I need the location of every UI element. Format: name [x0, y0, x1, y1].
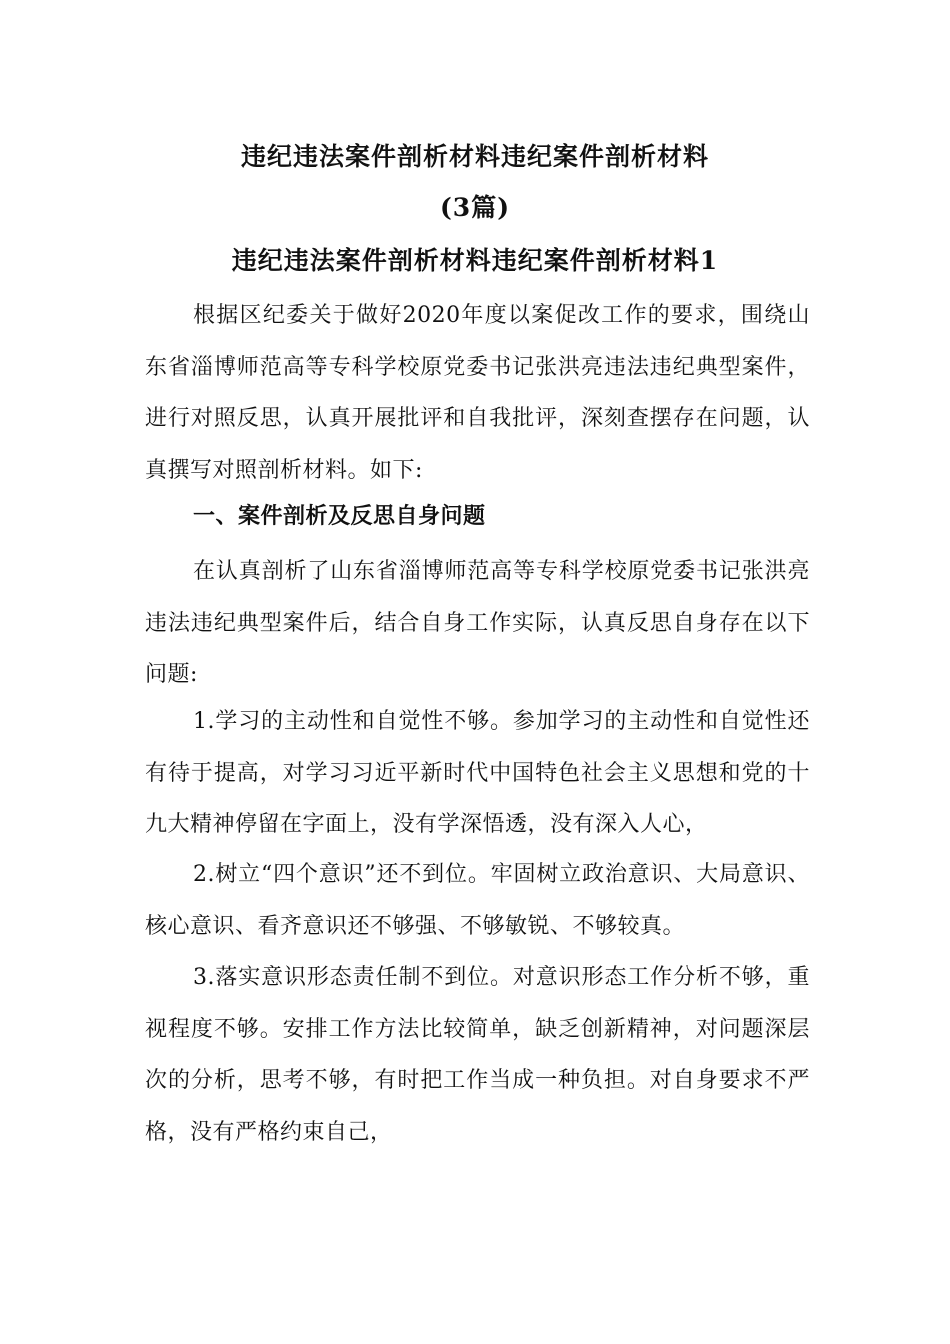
section-heading: 一、案件剖析及反思自身问题 [193, 503, 486, 529]
document-title-count: (3篇) [439, 193, 511, 222]
issue-paragraph-1: 1.学习的主动性和自觉性不够。参加学习的主动性和自觉性还有待于提高，对学习习近平新时代中国特色社会主义思想和党的十九大精神停留在字面上，没有学深悟透，没有深入人心， [145, 709, 810, 837]
analysis-paragraph: 在认真剖析了山东省淄博师范高等专科学校原党委书记张洪亮违法违纪典型案件后，结合自身工作实际，认真反思自身存在以下问题: [145, 559, 810, 687]
document-subtitle: 违纪违法案件剖析材料违纪案件剖析材料1 [231, 246, 719, 275]
document-title: 违纪违法案件剖析材料违纪案件剖析材料 [240, 142, 709, 171]
issue-paragraph-2: 2.树立“四个意识”还不到位。牢固树立政治意识、大局意识、核心意识、看齐意识还不够强、不够敏锐、不够较真。 [145, 862, 810, 939]
issue-paragraph-3: 3.落实意识形态责任制不到位。对意识形态工作分析不够，重视程度不够。安排工作方法比较简单，缺乏创新精神，对问题深层次的分析，思考不够，有时把工作当成一种负担。对自身要求不严格，没有严格约束自己， [145, 965, 810, 1145]
intro-paragraph: 根据区纪委关于做好2020年度以案促改工作的要求，围绕山东省淄博师范高等专科学校原党委书记张洪亮违法违纪典型案件，进行对照反思，认真开展批评和自我批评，深刻查摆存在问题，认真撰写对照剖析材料。如下: [145, 303, 810, 483]
